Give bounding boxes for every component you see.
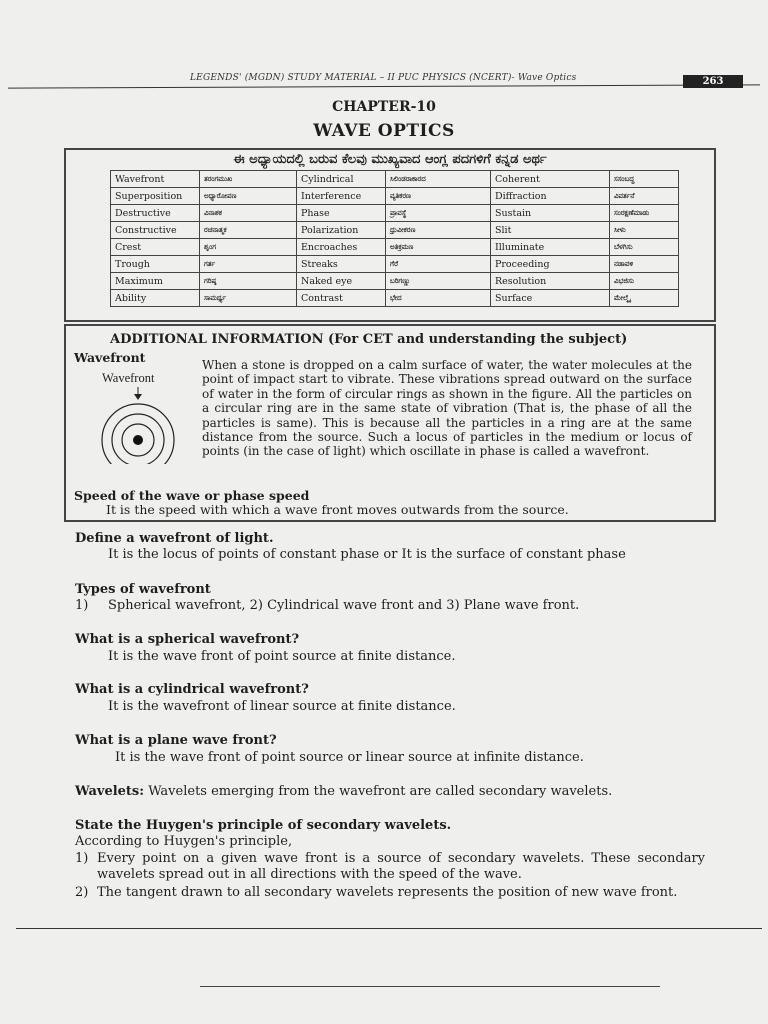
huygens-point-1-number: 1) (75, 851, 89, 866)
glossary-row (111, 290, 679, 307)
glossary-english-term: Streaks (297, 256, 386, 273)
glossary-english-term: Destructive (111, 205, 200, 222)
glossary-english-term: Wavefront (111, 171, 200, 188)
glossary-row (111, 222, 679, 239)
glossary-kannada-term: ಧ್ರುವೀಕರಣ (386, 222, 491, 239)
glossary-kannada-term: ಸಾಮರ್ಥ್ಯ (200, 290, 297, 307)
footer-rule-lower (200, 986, 660, 987)
header-rule (8, 84, 760, 88)
glossary-english-term: Diffraction (491, 188, 610, 205)
glossary-row (111, 188, 679, 205)
glossary-kannada-term: ವಿವರ್ತನೆ (610, 188, 679, 205)
glossary-english-term: Cylindrical (297, 171, 386, 188)
additional-info-heading: ADDITIONAL INFORMATION (For CET and understanding the subject) (110, 332, 628, 347)
glossary-kannada-term: ಗರ್ತ (200, 256, 297, 273)
glossary-english-term: Surface (491, 290, 610, 307)
glossary-english-term: Sustain (491, 205, 610, 222)
phase-speed-text: It is the speed with which a wave front moves outwards from the source. (106, 502, 569, 517)
phase-speed-label: Speed of the wave or phase speed (74, 488, 310, 503)
glossary-kannada-term: ಅತಿಕ್ರಮಣ (386, 239, 491, 256)
glossary-english-term: Trough (111, 256, 200, 273)
diagram-label: Wavefront (102, 371, 155, 385)
glossary-english-term: Slit (491, 222, 610, 239)
glossary-row (111, 205, 679, 222)
glossary-english-term: Proceeding (491, 256, 610, 273)
wavelets-text: Wavelets emerging from the wavefront are called secondary wavelets. (148, 784, 613, 799)
glossary-kannada-term: ನಡಾವಳಿ (610, 256, 679, 273)
question-types-wavefront: Types of wavefront (75, 582, 211, 597)
question-plane: What is a plane wave front? (75, 733, 277, 748)
glossary-english-term: Naked eye (297, 273, 386, 290)
glossary-english-term: Constructive (111, 222, 200, 239)
glossary-row (111, 171, 679, 188)
glossary-row (111, 256, 679, 273)
glossary-kannada-term: ಬೆಳಗಿಸು (610, 239, 679, 256)
glossary-english-term: Polarization (297, 222, 386, 239)
wavelets-term: Wavelets: (75, 784, 145, 799)
glossary-kannada-term: ಮೇಲ್ಮೈ (610, 290, 679, 307)
question-define-wavefront: Define a wavefront of light. (75, 531, 274, 546)
glossary-kannada-term: ಸಿಲಿಂಡರಾಕಾರದ (386, 171, 491, 188)
glossary-kannada-term: ಬರಿಗಣ್ಣು (386, 273, 491, 290)
diagram-arrow-head (134, 394, 142, 400)
glossary-box (64, 148, 716, 322)
wavefront-description: When a stone is dropped on a calm surface of water, the water molecules at the point of impact start to vibrate. These vibrations spread outward on the surface of water in the form of circular rings as shown in the figure. All the particles on a circular ring are in the same state of vibration (That is, the phase of all the particles is same). This is because all the particles in a ring are at the same distance from the source. Such a locus of particles in the medium or locus of points (in the case of light) which oscillate in phase is called a wavefront. (202, 358, 692, 459)
glossary-english-term: Resolution (491, 273, 610, 290)
answer-define-wavefront: It is the locus of points of constant phase or It is the surface of constant phase (108, 547, 626, 562)
glossary-kannada-term: ವಿಭಜಿಸು (610, 273, 679, 290)
question-huygens: State the Huygen's principle of secondary wavelets. (75, 818, 452, 833)
glossary-english-term: Ability (111, 290, 200, 307)
glossary-english-term: Coherent (491, 171, 610, 188)
huygens-intro: According to Huygen's principle, (75, 834, 293, 849)
chapter-number: CHAPTER-10 (332, 99, 436, 115)
footer-rule (16, 928, 762, 929)
glossary-kannada-term: ಶೃಂಗ (200, 239, 297, 256)
glossary-kannada-term: ವ್ಯತಿಕರಣ (386, 188, 491, 205)
answer-cylindrical: It is the wavefront of linear source at finite distance. (108, 699, 456, 714)
glossary-kannada-term: ಗೆರೆ (386, 256, 491, 273)
wavefront-diagram (82, 368, 202, 464)
glossary-english-term: Contrast (297, 290, 386, 307)
wave-source-dot (133, 435, 143, 445)
huygens-point-2: The tangent drawn to all secondary wavelets represents the position of new wave front. (97, 885, 678, 900)
question-spherical: What is a spherical wavefront? (75, 632, 300, 647)
answer-types-number: 1) (75, 598, 89, 613)
glossary-english-term: Maximum (111, 273, 200, 290)
glossary-english-term: Illuminate (491, 239, 610, 256)
glossary-kannada-term: ಗರಿಷ್ಠ (200, 273, 297, 290)
glossary-heading: ಈ ಅಧ್ಯಾಯದಲ್ಲಿ ಬರುವ ಕೆಲವು ಮುಖ್ಯವಾದ ಆಂಗ್ಲ ಪದಗಳಿಗೆ ಕನ್ನಡ ಅರ್ಥ (233, 152, 547, 167)
page-title: WAVE OPTICS (313, 121, 455, 141)
glossary-english-term: Interference (297, 188, 386, 205)
glossary-row (111, 273, 679, 290)
glossary-kannada-term: ಅಧ್ಯಾರೋಪಣ (200, 188, 297, 205)
glossary-kannada-term: ವಿನಾಶಕ (200, 205, 297, 222)
glossary-english-term: Phase (297, 205, 386, 222)
wavelets-definition (75, 784, 612, 799)
glossary-kannada-term: ಸಂರಕ್ಷಣೆಮಾಡು (610, 205, 679, 222)
running-head: LEGENDS' (MGDN) STUDY MATERIAL – II PUC PHYSICS (NCERT)- Wave Optics (190, 73, 577, 83)
huygens-point-2-number: 2) (75, 885, 89, 900)
wavefront-label: Wavefront (74, 350, 146, 365)
glossary-kannada-term: ಸೀಳು (610, 222, 679, 239)
glossary-kannada-term: ತರಂಗಮುಖ (200, 171, 297, 188)
huygens-point-1: Every point on a given wave front is a source of secondary wavelets. These secondary wavelets spread out in all directions with the speed of the wave. (97, 851, 705, 882)
answer-plane: It is the wave front of point source or linear source at infinite distance. (115, 750, 584, 765)
page-number: 263 (683, 75, 743, 88)
glossary-table (110, 170, 679, 307)
answer-spherical: It is the wave front of point source at finite distance. (108, 649, 456, 664)
question-cylindrical: What is a cylindrical wavefront? (75, 682, 309, 697)
glossary-english-term: Crest (111, 239, 200, 256)
glossary-english-term: Superposition (111, 188, 200, 205)
glossary-kannada-term: ಭೇದ (386, 290, 491, 307)
glossary-kannada-term: ರಚನಾತ್ಮಕ (200, 222, 297, 239)
glossary-kannada-term: ಸಸಂಬದ್ಧ (610, 171, 679, 188)
glossary-english-term: Encroaches (297, 239, 386, 256)
answer-types-wavefront: Spherical wavefront, 2) Cylindrical wave front and 3) Plane wave front. (108, 598, 580, 613)
additional-info-box (64, 324, 716, 522)
glossary-kannada-term: ಪ್ರಾವಸ್ಥೆ (386, 205, 491, 222)
glossary-row (111, 239, 679, 256)
